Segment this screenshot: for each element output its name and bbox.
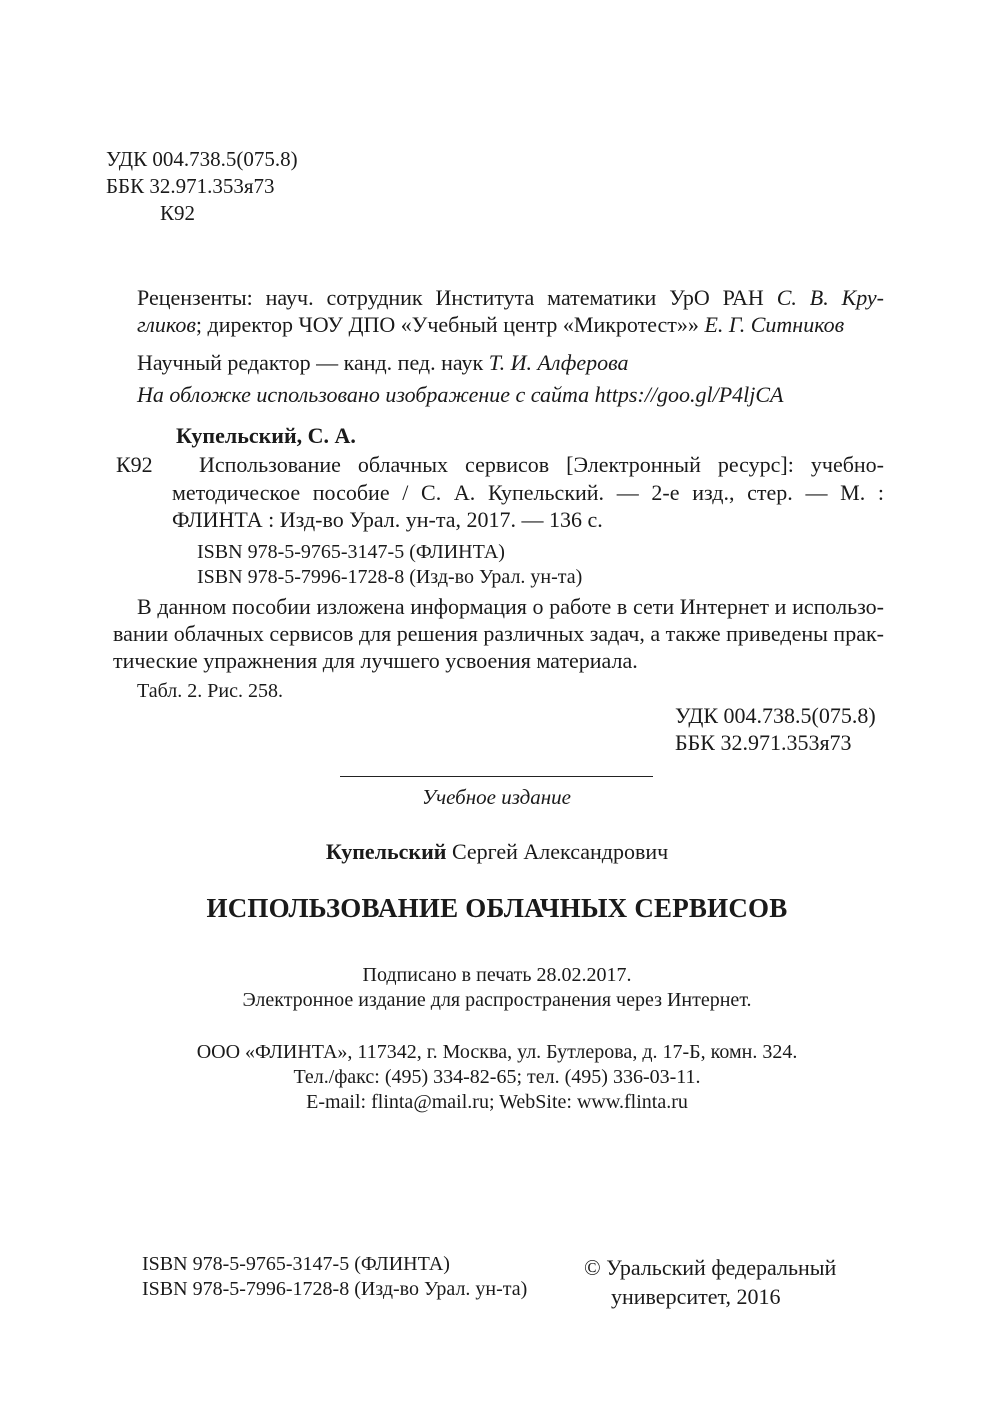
section-divider <box>340 776 653 777</box>
classification-bbk: ББК 32.971.353я73 <box>675 730 852 755</box>
scientific-editor <box>137 349 629 377</box>
copyright-line-1: © Уральский федеральный <box>584 1255 837 1280</box>
reviewer-name-1: С. В. Кру- <box>776 285 885 310</box>
publisher-address: ООО «ФЛИНТА», 117342, г. Москва, ул. Бутлерова, д. 17-Б, комн. 324. <box>196 1041 798 1063</box>
editor-text: Научный редактор — канд. пед. наук <box>137 350 484 375</box>
footer-isbn-2: ISBN 978-5-7996-1728-8 (Изд-во Урал. ун-та) <box>142 1278 528 1300</box>
copyright-line-2: университет, 2016 <box>611 1284 781 1309</box>
reviewers-line-1 <box>137 284 884 312</box>
author-given-names: Сергей Александрович <box>451 839 669 864</box>
annotation-line-2: вании облачных сервисов для решения различных задач, а также приведены прак- <box>113 621 884 646</box>
electronic-edition-note: Электронное издание для распространения через Интернет. <box>242 989 752 1011</box>
footer-isbn-1: ISBN 978-5-9765-3147-5 (ФЛИНТА) <box>142 1253 450 1275</box>
header-author-mark: К92 <box>160 201 196 225</box>
biblio-line-1: Использование облачных сервисов [Электронный ресурс]: учебно- <box>199 452 884 477</box>
header-udk: УДК 004.738.5(075.8) <box>106 147 298 171</box>
reviewers-text-2: ; директор ЧОУ ДПО «Учебный центр «Микротест»» <box>195 312 699 337</box>
header-bbk: ББК 32.971.353я73 <box>106 174 275 198</box>
reviewers-line-2 <box>137 311 844 339</box>
reviewer-name-1-end: гликов <box>137 312 196 337</box>
reviewer-name-2: Е. Г. Ситников <box>704 312 845 337</box>
book-title: ИСПОЛЬЗОВАНИЕ ОБЛАЧНЫХ СЕРВИСОВ <box>206 893 788 923</box>
reviewers-text: Рецензенты: науч. сотрудник Института математики УрО РАН <box>137 285 764 310</box>
annotation-line-3: тические упражнения для лучшего усвоения материала. <box>113 648 638 673</box>
classification-udk: УДК 004.738.5(075.8) <box>675 703 876 728</box>
publisher-phones: Тел./факс: (495) 334-82-65; тел. (495) 336-03-11. <box>293 1066 701 1088</box>
cover-note: На обложке использовано изображение с сайта https://goo.gl/P4ljCA <box>137 382 784 407</box>
annotation-tables: Табл. 2. Рис. 258. <box>137 680 283 702</box>
signed-to-print: Подписано в печать 28.02.2017. <box>362 964 632 986</box>
author-surname: Купельский <box>325 839 447 864</box>
publisher-web: E-mail: flinta@mail.ru; WebSite: www.flinta.ru <box>306 1091 688 1113</box>
biblio-author-heading: Купельский, С. А. <box>176 423 356 448</box>
biblio-line-3: ФЛИНТА : Изд-во Урал. ун-та, 2017. — 136 с. <box>172 507 603 532</box>
annotation-line-1: В данном пособии изложена информация о работе в сети Интернет и использо- <box>137 594 884 619</box>
biblio-isbn-1: ISBN 978-5-9765-3147-5 (ФЛИНТА) <box>197 541 505 563</box>
biblio-mark: К92 <box>116 452 153 477</box>
edition-type: Учебное издание <box>421 785 572 809</box>
author-full <box>0 838 994 866</box>
biblio-isbn-2: ISBN 978-5-7996-1728-8 (Изд-во Урал. ун-та) <box>197 566 583 588</box>
editor-name: Т. И. Алферова <box>488 350 629 375</box>
biblio-line-2: методическое пособие / С. А. Купельский. — 2-е изд., стер. — М. : <box>172 480 884 505</box>
